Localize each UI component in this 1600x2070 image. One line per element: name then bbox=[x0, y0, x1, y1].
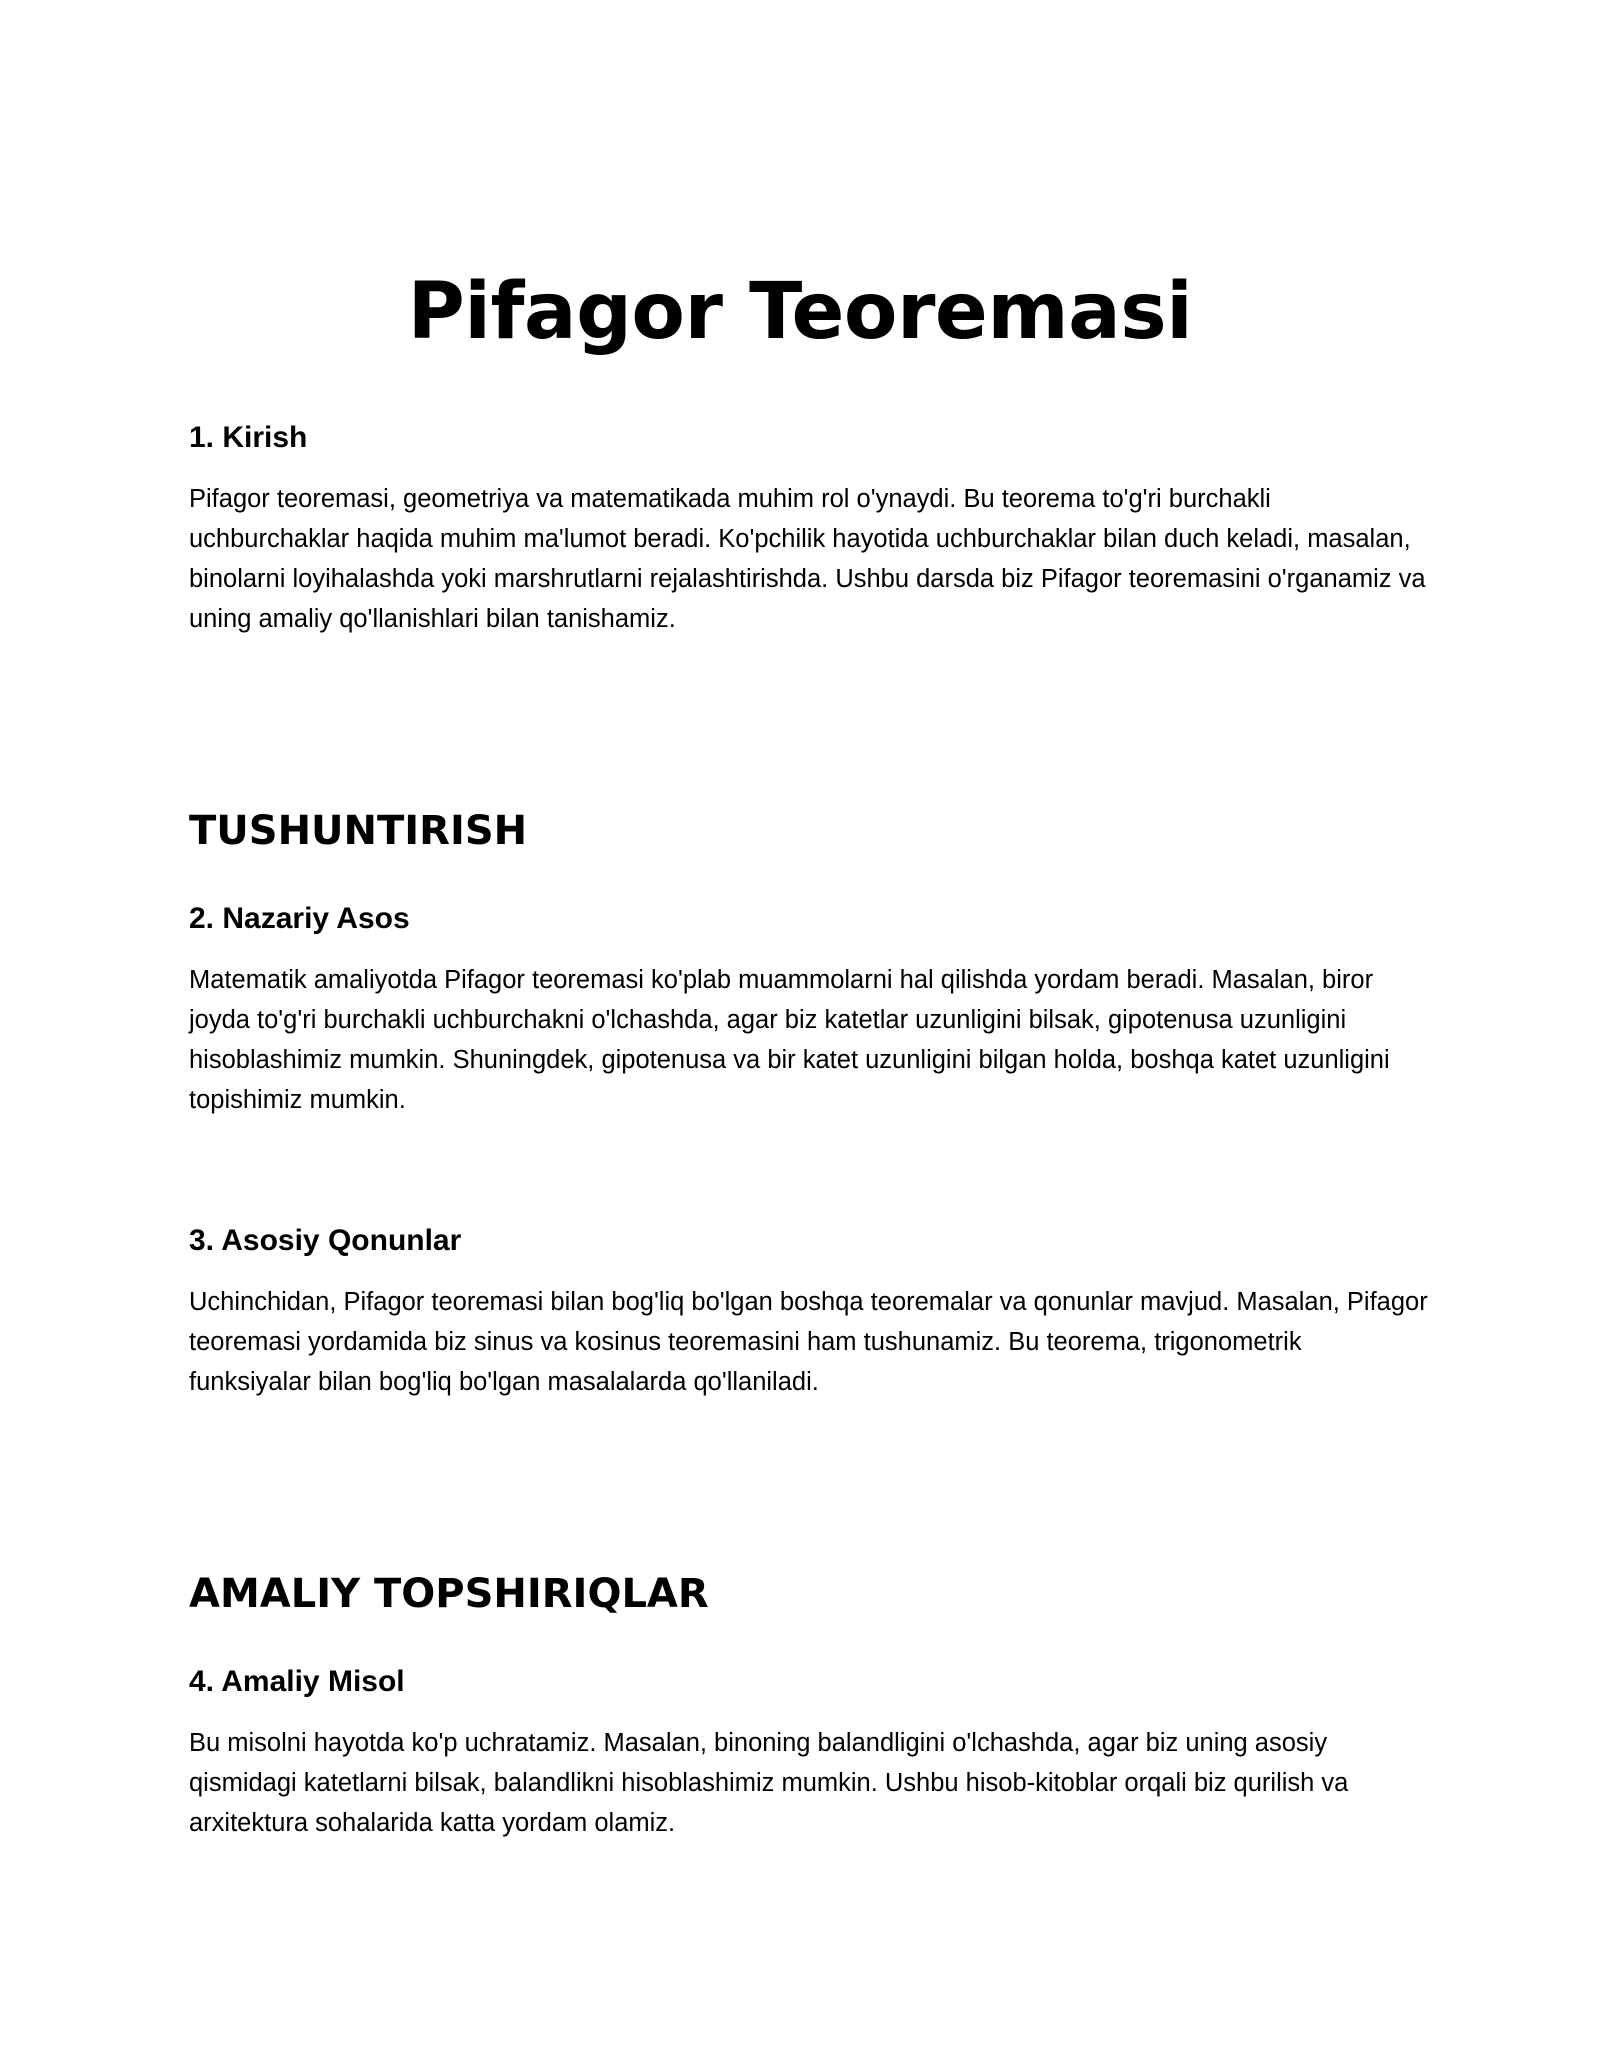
paragraph-amaliy-misol: Bu misolni hayotda ko'p uchratamiz. Masalan, binoning balandligini o'lchashda, agar biz uning asosiy qismidagi katetlarni bilsak, balandlikni hisoblashimiz mumkin. Ushbu hisob-kitoblar orqali biz qurilish va arxitektura sohalarida katta yordam olamiz. bbox=[189, 1729, 1349, 1837]
document-title: Pifagor Teoremasi bbox=[407, 267, 1193, 357]
paragraph-nazariy-asos: Matematik amaliyotda Pifagor teoremasi ko'plab muammolarni hal qilishda yordam beradi. Masalan, biror joyda to'g'ri burchakli uchburchakni o'lchashda, agar biz katetlar uzunligini bilsak, gipotenusa uzunligini hisoblashimiz mumkin. Shuningdek, gipotenusa va bir katet uzunligini bilgan holda, boshqa katet uzunligini topishimiz mumkin. bbox=[189, 966, 1390, 1114]
paragraph-asosiy-qonunlar: Uchinchidan, Pifagor teoremasi bilan bog'liq bo'lgan boshqa teoremalar va qonunlar mavjud. Masalan, Pifagor teoremasi yordamida biz sinus va kosinus teoremasini ham tushunamiz. Bu teorema, trigonometrik funksiyalar bilan bog'liq bo'lgan masalalarda qo'llaniladi. bbox=[189, 1288, 1428, 1396]
paragraph-kirish: Pifagor teoremasi, geometriya va matematikada muhim rol o'ynaydi. Bu teorema to'g'ri burchakli uchburchaklar haqida muhim ma'lumot beradi. Ko'pchilik hayotida uchburchaklar bilan duch keladi, masalan, binolarni loyihalashda yoki marshrutlarni rejalashtirishda. Ushbu darsda biz Pifagor teoremasini o'rganamiz va uning amaliy qo'llanishlari bilan tanishamiz. bbox=[189, 485, 1426, 633]
section-heading-amaliy-topshiriqlar: AMALIY TOPSHIRIQLAR bbox=[189, 1571, 709, 1617]
subheading-kirish: 1. Kirish bbox=[189, 421, 308, 454]
subheading-nazariy-asos: 2. Nazariy Asos bbox=[189, 902, 410, 935]
section-heading-tushuntirish: TUSHUNTIRISH bbox=[189, 808, 528, 854]
subheading-amaliy-misol: 4. Amaliy Misol bbox=[189, 1665, 405, 1698]
subheading-asosiy-qonunlar: 3. Asosiy Qonunlar bbox=[189, 1224, 462, 1257]
